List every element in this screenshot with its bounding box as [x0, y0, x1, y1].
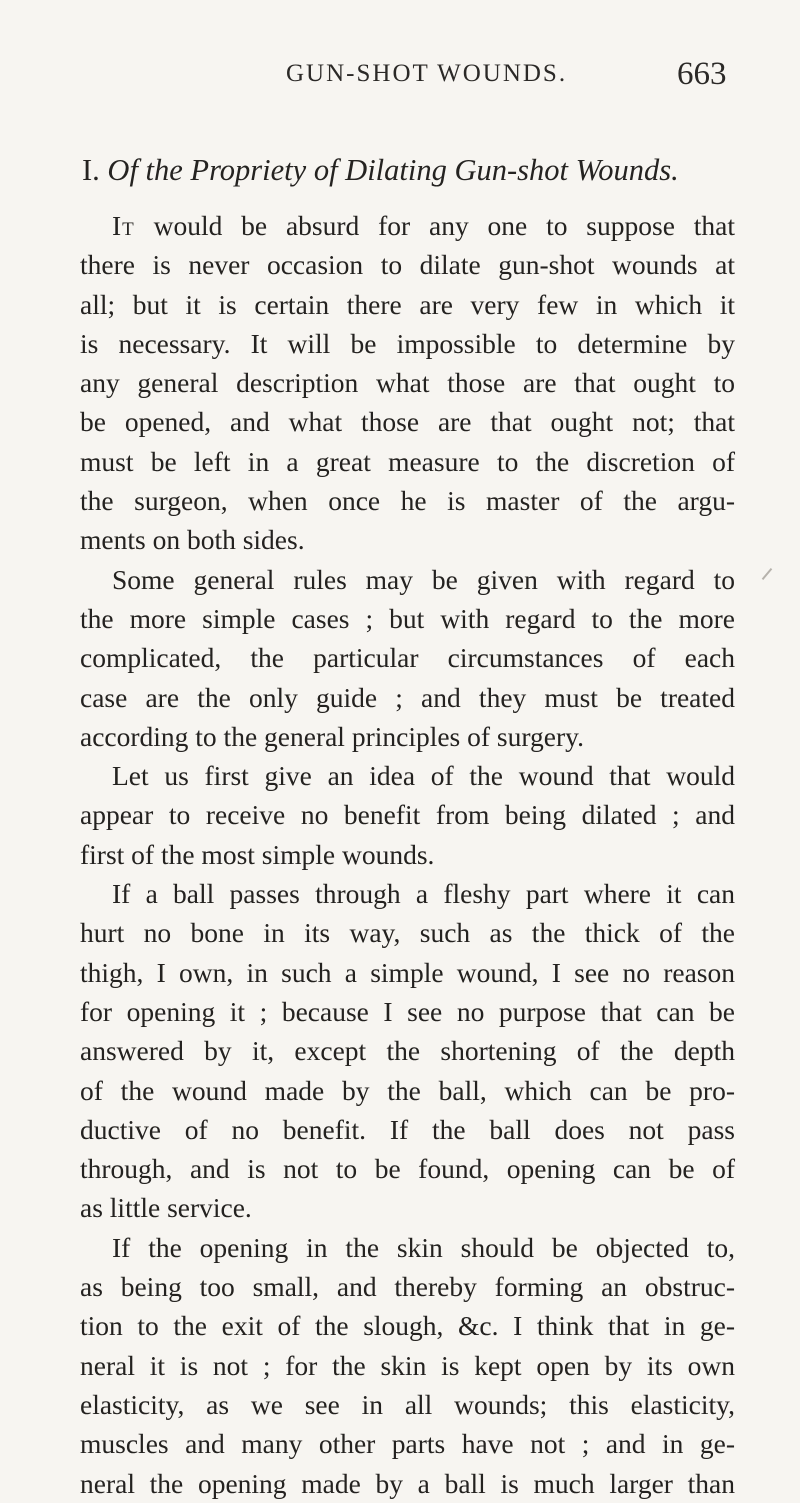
text-line: through, and is not to be found, opening can be of [80, 1153, 735, 1185]
text-line: hurt no bone in its way, such as the thick of the [80, 917, 735, 949]
text-line: there is never occasion to dilate gun-shot wounds at [80, 249, 735, 281]
text-line: according to the general principles of surgery. [80, 720, 584, 752]
text-line: muscles and many other parts have not ; and in ge- [80, 1428, 735, 1460]
text-line: neral the opening made by a ball is much larger than [80, 1467, 735, 1499]
section-number: I. [82, 153, 100, 187]
text-line: be opened, and what those are that ought not; that [80, 406, 735, 438]
text-line: appear to receive no benefit from being dilated ; and [80, 799, 735, 831]
text-line: ments on both sides. [80, 524, 305, 556]
running-header [0, 56, 800, 100]
text-line: Let us first give an idea of the wound that would [112, 760, 735, 792]
text-line: case are the only guide ; and they must be treated [80, 681, 735, 713]
text-line: answered by it, except the shortening of the depth [80, 1035, 735, 1067]
page-number: 663 [677, 56, 727, 92]
text-line: as being too small, and thereby forming an obstruc- [80, 1271, 735, 1303]
text-line: is necessary. It will be impossible to determine by [80, 327, 735, 359]
paragraph-lead-word: It [112, 210, 135, 241]
text-line: complicated, the particular circumstances of each [80, 642, 735, 674]
margin-pencil-mark [762, 568, 773, 580]
section-title: Of the Propriety of Dilating Gun-shot Wounds. [107, 153, 679, 187]
text-line: first of the most simple wounds. [80, 838, 435, 870]
text-line: ductive of no benefit. If the ball does not pass [80, 1113, 735, 1145]
running-title: GUN-SHOT WOUNDS. [286, 60, 568, 87]
text-line: of the wound made by the ball, which can be pro- [80, 1074, 735, 1106]
text-line: for opening it ; because I see no purpose that can be [80, 995, 735, 1027]
body-text [80, 206, 735, 1503]
text-line: must be left in a great measure to the discretion of [80, 445, 735, 477]
text-line: If the opening in the skin should be objected to, [112, 1231, 735, 1263]
text-line: tion to the exit of the slough, &c. I think that in ge- [80, 1310, 735, 1342]
text-line: as little service. [80, 1192, 252, 1224]
text-line: all; but it is certain there are very few in which it [80, 288, 735, 320]
text-line: the more simple cases ; but with regard to the more [80, 602, 735, 634]
text-line: Some general rules may be given with regard to [112, 563, 735, 595]
text-line: thigh, I own, in such a simple wound, I see no reason [80, 956, 735, 988]
text-line: If a ball passes through a fleshy part where it can [112, 878, 735, 910]
text-line: any general description what those are that ought to [80, 367, 735, 399]
text-line: the surgeon, when once he is master of the argu- [80, 485, 735, 517]
section-heading [82, 153, 762, 188]
text-line: It would be absurd for any one to suppose that [112, 210, 735, 241]
text-line: neral it is not ; for the skin is kept open by its own [80, 1349, 735, 1381]
text-line: elasticity, as we see in all wounds; this elasticity, [80, 1388, 735, 1420]
